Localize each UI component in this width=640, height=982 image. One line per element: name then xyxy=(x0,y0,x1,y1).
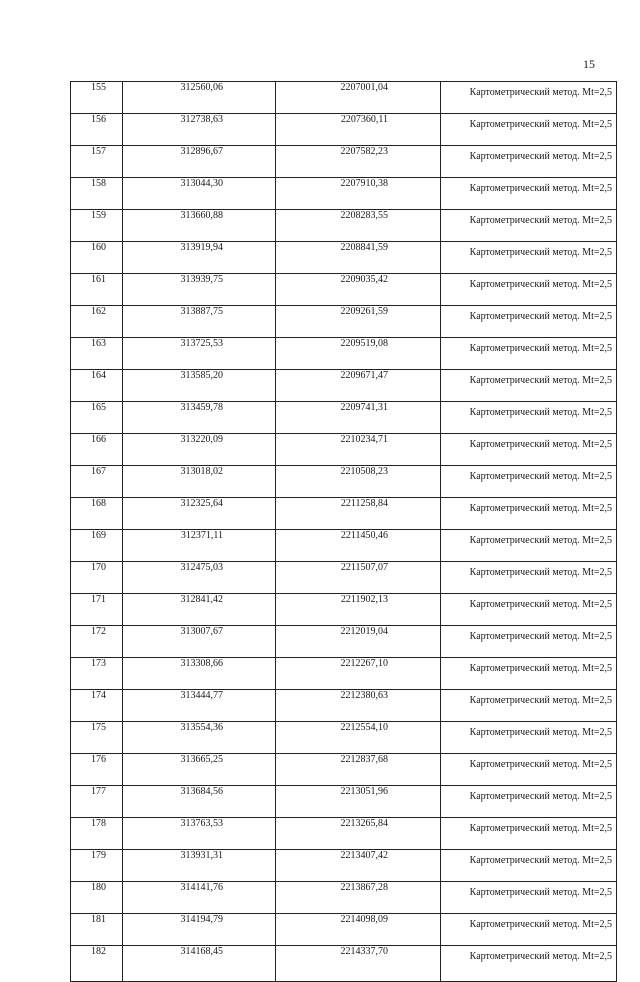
cell-method: Картометрический метод. Mt=2,5 xyxy=(441,82,617,114)
cell-point-number: 169 xyxy=(71,530,123,562)
table-row xyxy=(71,370,617,402)
table-row xyxy=(71,530,617,562)
page-number: 15 xyxy=(583,57,595,71)
cell-point-number: 168 xyxy=(71,498,123,530)
cell-coordinate-x: 313459,78 xyxy=(123,402,276,434)
cell-point-number: 172 xyxy=(71,626,123,658)
table-row xyxy=(71,82,617,114)
cell-coordinate-x: 313763,53 xyxy=(123,818,276,850)
cell-coordinate-y: 2211902,13 xyxy=(276,594,441,626)
cell-method: Картометрический метод. Mt=2,5 xyxy=(441,562,617,594)
cell-coordinate-x: 313939,75 xyxy=(123,274,276,306)
cell-coordinate-x: 313665,25 xyxy=(123,754,276,786)
cell-coordinate-y: 2211507,07 xyxy=(276,562,441,594)
cell-coordinate-y: 2211450,46 xyxy=(276,530,441,562)
cell-method: Картометрический метод. Mt=2,5 xyxy=(441,146,617,178)
cell-method: Картометрический метод. Mt=2,5 xyxy=(441,594,617,626)
cell-coordinate-y: 2212019,04 xyxy=(276,626,441,658)
cell-coordinate-y: 2208841,59 xyxy=(276,242,441,274)
cell-coordinate-y: 2207360,11 xyxy=(276,114,441,146)
cell-method: Картометрический метод. Mt=2,5 xyxy=(441,530,617,562)
cell-point-number: 174 xyxy=(71,690,123,722)
cell-method: Картометрический метод. Mt=2,5 xyxy=(441,946,617,982)
cell-coordinate-x: 313018,02 xyxy=(123,466,276,498)
table-row xyxy=(71,210,617,242)
cell-method: Картометрический метод. Mt=2,5 xyxy=(441,370,617,402)
cell-method: Картометрический метод. Mt=2,5 xyxy=(441,178,617,210)
cell-point-number: 177 xyxy=(71,786,123,818)
cell-method: Картометрический метод. Mt=2,5 xyxy=(441,242,617,274)
cell-coordinate-y: 2212554,10 xyxy=(276,722,441,754)
cell-method: Картометрический метод. Mt=2,5 xyxy=(441,914,617,946)
cell-method: Картометрический метод. Mt=2,5 xyxy=(441,658,617,690)
table-row xyxy=(71,562,617,594)
table-row xyxy=(71,114,617,146)
cell-coordinate-y: 2209261,59 xyxy=(276,306,441,338)
cell-method: Картометрический метод. Mt=2,5 xyxy=(441,274,617,306)
cell-coordinate-x: 314168,45 xyxy=(123,946,276,982)
cell-coordinate-x: 312371,11 xyxy=(123,530,276,562)
cell-coordinate-x: 314141,76 xyxy=(123,882,276,914)
cell-coordinate-x: 312841,42 xyxy=(123,594,276,626)
table-row xyxy=(71,274,617,306)
cell-coordinate-y: 2213051,96 xyxy=(276,786,441,818)
table-row xyxy=(71,914,617,946)
cell-coordinate-y: 2208283,55 xyxy=(276,210,441,242)
cell-method: Картометрический метод. Mt=2,5 xyxy=(441,818,617,850)
cell-coordinate-x: 313887,75 xyxy=(123,306,276,338)
table-row xyxy=(71,722,617,754)
cell-point-number: 175 xyxy=(71,722,123,754)
cell-point-number: 167 xyxy=(71,466,123,498)
cell-coordinate-x: 313554,36 xyxy=(123,722,276,754)
cell-method: Картометрический метод. Mt=2,5 xyxy=(441,402,617,434)
cell-coordinate-y: 2209741,31 xyxy=(276,402,441,434)
cell-coordinate-x: 313308,66 xyxy=(123,658,276,690)
cell-method: Картометрический метод. Mt=2,5 xyxy=(441,306,617,338)
cell-point-number: 170 xyxy=(71,562,123,594)
cell-coordinate-y: 2212837,68 xyxy=(276,754,441,786)
cell-point-number: 155 xyxy=(71,82,123,114)
cell-point-number: 180 xyxy=(71,882,123,914)
cell-point-number: 166 xyxy=(71,434,123,466)
cell-coordinate-x: 313725,53 xyxy=(123,338,276,370)
table-row xyxy=(71,882,617,914)
cell-method: Картометрический метод. Mt=2,5 xyxy=(441,850,617,882)
cell-coordinate-x: 313220,09 xyxy=(123,434,276,466)
table-row xyxy=(71,850,617,882)
cell-coordinate-x: 313931,31 xyxy=(123,850,276,882)
cell-coordinate-x: 313660,88 xyxy=(123,210,276,242)
cell-point-number: 173 xyxy=(71,658,123,690)
table-row xyxy=(71,786,617,818)
cell-method: Картометрический метод. Mt=2,5 xyxy=(441,882,617,914)
cell-method: Картометрический метод. Mt=2,5 xyxy=(441,786,617,818)
cell-method: Картометрический метод. Mt=2,5 xyxy=(441,434,617,466)
cell-coordinate-y: 2209519,08 xyxy=(276,338,441,370)
cell-coordinate-y: 2213867,28 xyxy=(276,882,441,914)
cell-method: Картометрический метод. Mt=2,5 xyxy=(441,338,617,370)
cell-point-number: 171 xyxy=(71,594,123,626)
table-row xyxy=(71,754,617,786)
cell-coordinate-x: 313007,67 xyxy=(123,626,276,658)
cell-method: Картометрический метод. Mt=2,5 xyxy=(441,210,617,242)
table-row xyxy=(71,594,617,626)
cell-point-number: 182 xyxy=(71,946,123,982)
cell-coordinate-x: 314194,79 xyxy=(123,914,276,946)
cell-point-number: 156 xyxy=(71,114,123,146)
cell-point-number: 178 xyxy=(71,818,123,850)
table-row xyxy=(71,498,617,530)
table-row xyxy=(71,818,617,850)
cell-method: Картометрический метод. Mt=2,5 xyxy=(441,626,617,658)
cell-point-number: 162 xyxy=(71,306,123,338)
cell-point-number: 163 xyxy=(71,338,123,370)
table-row xyxy=(71,242,617,274)
cell-coordinate-x: 312325,64 xyxy=(123,498,276,530)
cell-coordinate-y: 2213265,84 xyxy=(276,818,441,850)
table-row xyxy=(71,466,617,498)
table-row xyxy=(71,178,617,210)
cell-coordinate-y: 2209035,42 xyxy=(276,274,441,306)
cell-coordinate-x: 313444,77 xyxy=(123,690,276,722)
table-row xyxy=(71,434,617,466)
cell-coordinate-y: 2214337,70 xyxy=(276,946,441,982)
cell-coordinate-x: 313044,30 xyxy=(123,178,276,210)
cell-coordinate-x: 313585,20 xyxy=(123,370,276,402)
cell-coordinate-x: 312560,06 xyxy=(123,82,276,114)
cell-coordinate-x: 312475,03 xyxy=(123,562,276,594)
cell-coordinate-y: 2207582,23 xyxy=(276,146,441,178)
cell-method: Картометрический метод. Mt=2,5 xyxy=(441,754,617,786)
cell-point-number: 161 xyxy=(71,274,123,306)
cell-coordinate-x: 313919,94 xyxy=(123,242,276,274)
cell-point-number: 159 xyxy=(71,210,123,242)
cell-coordinate-y: 2212267,10 xyxy=(276,658,441,690)
cell-point-number: 158 xyxy=(71,178,123,210)
cell-coordinate-y: 2207910,38 xyxy=(276,178,441,210)
table-row xyxy=(71,658,617,690)
cell-coordinate-x: 312738,63 xyxy=(123,114,276,146)
cell-coordinate-y: 2209671,47 xyxy=(276,370,441,402)
cell-point-number: 165 xyxy=(71,402,123,434)
cell-point-number: 176 xyxy=(71,754,123,786)
table-row xyxy=(71,338,617,370)
cell-coordinate-y: 2210508,23 xyxy=(276,466,441,498)
cell-method: Картометрический метод. Mt=2,5 xyxy=(441,498,617,530)
coordinates-table-body xyxy=(71,82,617,982)
cell-coordinate-y: 2207001,04 xyxy=(276,82,441,114)
cell-coordinate-y: 2210234,71 xyxy=(276,434,441,466)
coordinates-table xyxy=(70,81,617,982)
cell-point-number: 164 xyxy=(71,370,123,402)
table-row xyxy=(71,146,617,178)
table-row xyxy=(71,690,617,722)
cell-point-number: 160 xyxy=(71,242,123,274)
table-row xyxy=(71,946,617,982)
table-row xyxy=(71,306,617,338)
cell-coordinate-y: 2213407,42 xyxy=(276,850,441,882)
cell-point-number: 179 xyxy=(71,850,123,882)
table-row xyxy=(71,626,617,658)
cell-coordinate-y: 2212380,63 xyxy=(276,690,441,722)
cell-point-number: 157 xyxy=(71,146,123,178)
cell-method: Картометрический метод. Mt=2,5 xyxy=(441,722,617,754)
cell-coordinate-x: 312896,67 xyxy=(123,146,276,178)
cell-method: Картометрический метод. Mt=2,5 xyxy=(441,690,617,722)
cell-point-number: 181 xyxy=(71,914,123,946)
table-row xyxy=(71,402,617,434)
cell-coordinate-y: 2211258,84 xyxy=(276,498,441,530)
cell-method: Картометрический метод. Mt=2,5 xyxy=(441,466,617,498)
cell-coordinate-x: 313684,56 xyxy=(123,786,276,818)
cell-method: Картометрический метод. Mt=2,5 xyxy=(441,114,617,146)
cell-coordinate-y: 2214098,09 xyxy=(276,914,441,946)
